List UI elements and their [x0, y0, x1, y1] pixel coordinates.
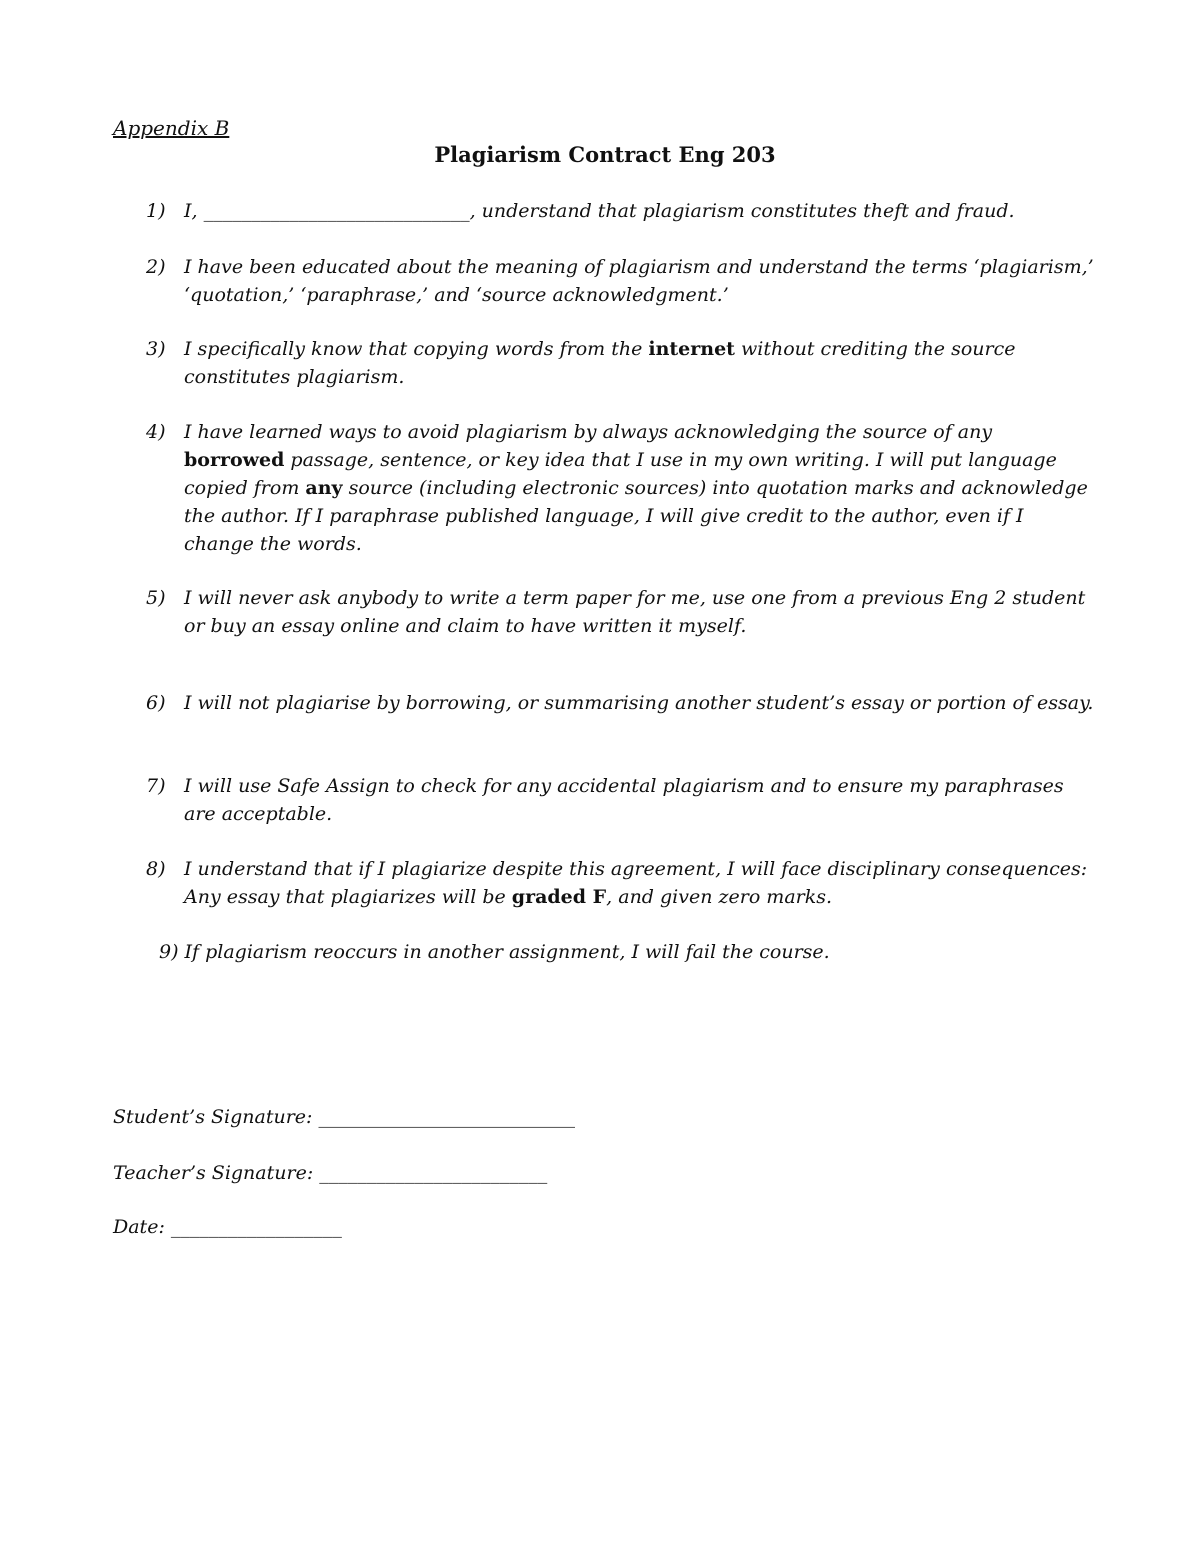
contract-item-8 [146, 855, 1096, 911]
item-number: 3) [146, 338, 166, 360]
item-text [184, 772, 1096, 828]
teacher-signature-line: Teacher’s Signature: ________________________ [113, 1162, 548, 1184]
item-number: 1) [146, 200, 166, 222]
item-text-bold: internet [648, 338, 735, 360]
item-text-segment: I have been educated about the meaning of plagiarism and understand the terms ‘plagiarism,’ ‘quotation,’ ‘paraphrase,’ and ‘source acknowledgment.’ [184, 256, 1094, 306]
item-text-segment: I will never ask anybody to write a term paper for me, use one from a previous Eng 2 student or buy an essay online and claim to have written it myself. [184, 587, 1086, 637]
contract-item-4 [146, 418, 1096, 558]
student-signature-line: Student’s Signature: ___________________________ [113, 1106, 575, 1128]
item-text-segment: without crediting the source constitutes plagiarism. [184, 338, 1016, 388]
item-number: 2) [146, 256, 166, 278]
item-text-bold: graded F [511, 886, 607, 908]
item-text-segment: passage, sentence, or key idea that I use in my own writing. I will put language copied from [184, 449, 1057, 499]
contract-item-1 [146, 197, 1096, 225]
item-text [184, 855, 1096, 911]
item-number: 7) [146, 775, 166, 797]
contract-item-5 [146, 584, 1096, 640]
item-number: 5) [146, 587, 166, 609]
contract-item-7 [146, 772, 1096, 828]
item-number: 4) [146, 421, 166, 443]
item-text [184, 584, 1096, 640]
contract-item-6 [146, 689, 1096, 717]
contract-item-9: 9) If plagiarism reoccurs in another assignment, I will fail the course. [159, 941, 830, 963]
item-text [184, 418, 1096, 558]
item-text-bold: borrowed [184, 449, 285, 471]
document-title: Plagiarism Contract Eng 203 [434, 142, 776, 167]
contract-item-2 [146, 253, 1096, 309]
item-text-segment: I specifically know that copying words from the [184, 338, 649, 360]
item-text-bold: any [305, 477, 343, 499]
date-line: Date: __________________ [113, 1216, 342, 1238]
contract-item-3 [146, 335, 1096, 391]
item-text-segment: I will use Safe Assign to check for any accidental plagiarism and to ensure my paraphrases are acceptable. [184, 775, 1064, 825]
item-text-segment: source (including electronic sources) into quotation marks and acknowledge the author. If I paraphrase published language, I will give credit to the author, even if I change the words. [184, 477, 1088, 555]
item-text-segment: I, ____________________________, understand that plagiarism constitutes theft and fraud. [184, 200, 1015, 222]
item-number: 8) [146, 858, 166, 880]
item-text [184, 197, 1096, 225]
item-text-segment: I have learned ways to avoid plagiarism by always acknowledging the source of any [184, 421, 993, 443]
item-text-segment: I will not plagiarise by borrowing, or summarising another student’s essay or portion of essay. [184, 692, 1094, 714]
item-number: 6) [146, 692, 166, 714]
item-text-segment: , and given zero marks. [606, 886, 833, 908]
appendix-label: Appendix B [113, 116, 230, 140]
item-text [184, 335, 1096, 391]
item-text [184, 253, 1096, 309]
item-text-segment: I understand that if I plagiarize despite this agreement, I will face disciplinary consequences: Any essay that plagiarizes will be [184, 858, 1088, 908]
item-text [184, 689, 1096, 717]
